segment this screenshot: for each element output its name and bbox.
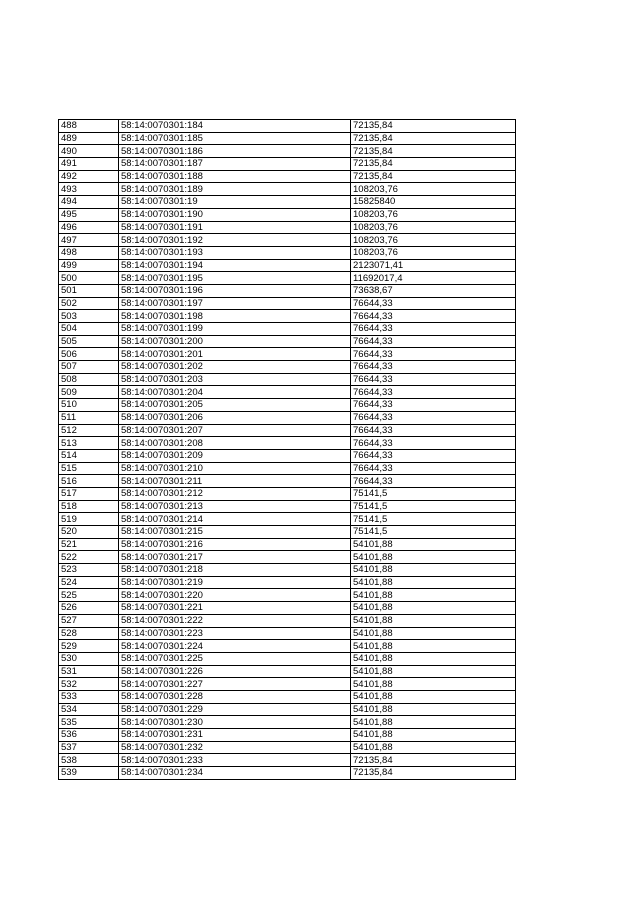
cadastral-number-cell: 58:14:0070301:225 xyxy=(119,652,351,665)
cadastral-number-cell: 58:14:0070301:185 xyxy=(119,132,351,145)
table-row xyxy=(59,741,516,754)
cadastral-number-cell: 58:14:0070301:228 xyxy=(119,690,351,703)
table-row xyxy=(59,462,516,475)
cadastral-number-cell: 58:14:0070301:216 xyxy=(119,538,351,551)
row-number-cell: 504 xyxy=(59,323,119,336)
row-number-cell: 488 xyxy=(59,120,119,133)
table-row xyxy=(59,627,516,640)
value-cell: 54101,88 xyxy=(351,652,516,665)
table-row xyxy=(59,424,516,437)
table-row xyxy=(59,703,516,716)
table-row xyxy=(59,487,516,500)
value-cell: 108203,76 xyxy=(351,221,516,234)
cadastral-number-cell: 58:14:0070301:203 xyxy=(119,373,351,386)
row-number-cell: 527 xyxy=(59,614,119,627)
table-row xyxy=(59,513,516,526)
row-number-cell: 528 xyxy=(59,627,119,640)
table-row xyxy=(59,564,516,577)
table-row xyxy=(59,602,516,615)
cadastral-number-cell: 58:14:0070301:208 xyxy=(119,437,351,450)
table-row xyxy=(59,246,516,259)
row-number-cell: 519 xyxy=(59,513,119,526)
cadastral-number-cell: 58:14:0070301:222 xyxy=(119,614,351,627)
table-row xyxy=(59,576,516,589)
row-number-cell: 538 xyxy=(59,754,119,767)
cadastral-number-cell: 58:14:0070301:224 xyxy=(119,640,351,653)
cadastral-number-cell: 58:14:0070301:229 xyxy=(119,703,351,716)
value-cell: 76644,33 xyxy=(351,310,516,323)
value-cell: 54101,88 xyxy=(351,576,516,589)
cadastral-number-cell: 58:14:0070301:205 xyxy=(119,399,351,412)
value-cell: 11692017,4 xyxy=(351,272,516,285)
value-cell: 76644,33 xyxy=(351,437,516,450)
row-number-cell: 491 xyxy=(59,158,119,171)
cadastral-number-cell: 58:14:0070301:201 xyxy=(119,348,351,361)
table-row xyxy=(59,386,516,399)
cadastral-number-cell: 58:14:0070301:231 xyxy=(119,729,351,742)
table-row xyxy=(59,297,516,310)
cadastral-number-cell: 58:14:0070301:196 xyxy=(119,284,351,297)
row-number-cell: 536 xyxy=(59,729,119,742)
table-row xyxy=(59,145,516,158)
value-cell: 108203,76 xyxy=(351,234,516,247)
value-cell: 76644,33 xyxy=(351,361,516,374)
row-number-cell: 525 xyxy=(59,589,119,602)
table-row xyxy=(59,437,516,450)
cadastral-number-cell: 58:14:0070301:233 xyxy=(119,754,351,767)
table-row xyxy=(59,196,516,209)
row-number-cell: 529 xyxy=(59,640,119,653)
value-cell: 72135,84 xyxy=(351,120,516,133)
value-cell: 76644,33 xyxy=(351,462,516,475)
value-cell: 76644,33 xyxy=(351,373,516,386)
cadastral-number-cell: 58:14:0070301:221 xyxy=(119,602,351,615)
cadastral-number-cell: 58:14:0070301:190 xyxy=(119,208,351,221)
cadastral-number-cell: 58:14:0070301:200 xyxy=(119,335,351,348)
row-number-cell: 531 xyxy=(59,665,119,678)
row-number-cell: 516 xyxy=(59,475,119,488)
row-number-cell: 513 xyxy=(59,437,119,450)
cadastral-number-cell: 58:14:0070301:234 xyxy=(119,767,351,780)
table-row xyxy=(59,399,516,412)
row-number-cell: 496 xyxy=(59,221,119,234)
table-row xyxy=(59,158,516,171)
value-cell: 75141,5 xyxy=(351,500,516,513)
row-number-cell: 505 xyxy=(59,335,119,348)
row-number-cell: 495 xyxy=(59,208,119,221)
value-cell: 72135,84 xyxy=(351,145,516,158)
row-number-cell: 514 xyxy=(59,449,119,462)
row-number-cell: 499 xyxy=(59,259,119,272)
table-row xyxy=(59,526,516,539)
table-row xyxy=(59,678,516,691)
row-number-cell: 517 xyxy=(59,487,119,500)
value-cell: 54101,88 xyxy=(351,602,516,615)
table-row xyxy=(59,361,516,374)
cadastral-number-cell: 58:14:0070301:223 xyxy=(119,627,351,640)
row-number-cell: 520 xyxy=(59,526,119,539)
table-row xyxy=(59,665,516,678)
data-table xyxy=(58,119,516,780)
table-row xyxy=(59,614,516,627)
cadastral-number-cell: 58:14:0070301:218 xyxy=(119,564,351,577)
row-number-cell: 524 xyxy=(59,576,119,589)
cadastral-number-cell: 58:14:0070301:217 xyxy=(119,551,351,564)
table-row xyxy=(59,183,516,196)
value-cell: 54101,88 xyxy=(351,640,516,653)
table-row xyxy=(59,729,516,742)
table-row xyxy=(59,335,516,348)
value-cell: 75141,5 xyxy=(351,526,516,539)
table-row xyxy=(59,538,516,551)
table-row xyxy=(59,221,516,234)
table-row xyxy=(59,500,516,513)
table-row xyxy=(59,652,516,665)
cadastral-number-cell: 58:14:0070301:19 xyxy=(119,196,351,209)
value-cell: 72135,84 xyxy=(351,767,516,780)
cadastral-number-cell: 58:14:0070301:230 xyxy=(119,716,351,729)
row-number-cell: 512 xyxy=(59,424,119,437)
cadastral-number-cell: 58:14:0070301:184 xyxy=(119,120,351,133)
cadastral-number-cell: 58:14:0070301:193 xyxy=(119,246,351,259)
value-cell: 108203,76 xyxy=(351,246,516,259)
row-number-cell: 494 xyxy=(59,196,119,209)
row-number-cell: 493 xyxy=(59,183,119,196)
value-cell: 54101,88 xyxy=(351,729,516,742)
table-row xyxy=(59,208,516,221)
value-cell: 76644,33 xyxy=(351,475,516,488)
table-row xyxy=(59,767,516,780)
table-row xyxy=(59,272,516,285)
cadastral-number-cell: 58:14:0070301:194 xyxy=(119,259,351,272)
cadastral-number-cell: 58:14:0070301:209 xyxy=(119,449,351,462)
value-cell: 72135,84 xyxy=(351,158,516,171)
cadastral-number-cell: 58:14:0070301:210 xyxy=(119,462,351,475)
row-number-cell: 497 xyxy=(59,234,119,247)
row-number-cell: 537 xyxy=(59,741,119,754)
row-number-cell: 507 xyxy=(59,361,119,374)
row-number-cell: 521 xyxy=(59,538,119,551)
value-cell: 54101,88 xyxy=(351,690,516,703)
row-number-cell: 502 xyxy=(59,297,119,310)
cadastral-number-cell: 58:14:0070301:207 xyxy=(119,424,351,437)
value-cell: 76644,33 xyxy=(351,323,516,336)
cadastral-number-cell: 58:14:0070301:226 xyxy=(119,665,351,678)
table-row xyxy=(59,640,516,653)
row-number-cell: 506 xyxy=(59,348,119,361)
value-cell: 76644,33 xyxy=(351,424,516,437)
cadastral-number-cell: 58:14:0070301:212 xyxy=(119,487,351,500)
table-row xyxy=(59,373,516,386)
value-cell: 2123071,41 xyxy=(351,259,516,272)
cadastral-number-cell: 58:14:0070301:206 xyxy=(119,411,351,424)
value-cell: 54101,88 xyxy=(351,741,516,754)
value-cell: 76644,33 xyxy=(351,386,516,399)
cadastral-number-cell: 58:14:0070301:199 xyxy=(119,323,351,336)
value-cell: 54101,88 xyxy=(351,589,516,602)
value-cell: 76644,33 xyxy=(351,449,516,462)
row-number-cell: 523 xyxy=(59,564,119,577)
table-row xyxy=(59,284,516,297)
table-row xyxy=(59,690,516,703)
cadastral-number-cell: 58:14:0070301:204 xyxy=(119,386,351,399)
value-cell: 54101,88 xyxy=(351,678,516,691)
cadastral-number-cell: 58:14:0070301:187 xyxy=(119,158,351,171)
table-row xyxy=(59,411,516,424)
cadastral-number-cell: 58:14:0070301:211 xyxy=(119,475,351,488)
row-number-cell: 522 xyxy=(59,551,119,564)
value-cell: 54101,88 xyxy=(351,665,516,678)
value-cell: 76644,33 xyxy=(351,411,516,424)
value-cell: 73638,67 xyxy=(351,284,516,297)
value-cell: 76644,33 xyxy=(351,399,516,412)
value-cell: 108203,76 xyxy=(351,183,516,196)
cadastral-number-cell: 58:14:0070301:214 xyxy=(119,513,351,526)
value-cell: 108203,76 xyxy=(351,208,516,221)
value-cell: 54101,88 xyxy=(351,564,516,577)
cadastral-number-cell: 58:14:0070301:192 xyxy=(119,234,351,247)
value-cell: 72135,84 xyxy=(351,754,516,767)
cadastral-number-cell: 58:14:0070301:232 xyxy=(119,741,351,754)
row-number-cell: 509 xyxy=(59,386,119,399)
table-row xyxy=(59,551,516,564)
table-row xyxy=(59,259,516,272)
table-row xyxy=(59,449,516,462)
value-cell: 72135,84 xyxy=(351,132,516,145)
row-number-cell: 492 xyxy=(59,170,119,183)
table-row xyxy=(59,348,516,361)
table-row xyxy=(59,234,516,247)
value-cell: 54101,88 xyxy=(351,703,516,716)
cadastral-number-cell: 58:14:0070301:186 xyxy=(119,145,351,158)
cadastral-number-cell: 58:14:0070301:220 xyxy=(119,589,351,602)
row-number-cell: 534 xyxy=(59,703,119,716)
cadastral-number-cell: 58:14:0070301:213 xyxy=(119,500,351,513)
value-cell: 76644,33 xyxy=(351,297,516,310)
row-number-cell: 526 xyxy=(59,602,119,615)
value-cell: 75141,5 xyxy=(351,487,516,500)
row-number-cell: 511 xyxy=(59,411,119,424)
table-row xyxy=(59,589,516,602)
table-body xyxy=(59,120,516,780)
row-number-cell: 510 xyxy=(59,399,119,412)
table-row xyxy=(59,120,516,133)
row-number-cell: 503 xyxy=(59,310,119,323)
row-number-cell: 498 xyxy=(59,246,119,259)
value-cell: 54101,88 xyxy=(351,614,516,627)
row-number-cell: 535 xyxy=(59,716,119,729)
row-number-cell: 539 xyxy=(59,767,119,780)
table-row xyxy=(59,170,516,183)
table-row xyxy=(59,475,516,488)
value-cell: 76644,33 xyxy=(351,348,516,361)
row-number-cell: 515 xyxy=(59,462,119,475)
row-number-cell: 533 xyxy=(59,690,119,703)
value-cell: 54101,88 xyxy=(351,538,516,551)
row-number-cell: 489 xyxy=(59,132,119,145)
row-number-cell: 500 xyxy=(59,272,119,285)
cadastral-number-cell: 58:14:0070301:189 xyxy=(119,183,351,196)
table-row xyxy=(59,323,516,336)
table-row xyxy=(59,310,516,323)
cadastral-number-cell: 58:14:0070301:198 xyxy=(119,310,351,323)
cadastral-number-cell: 58:14:0070301:227 xyxy=(119,678,351,691)
row-number-cell: 508 xyxy=(59,373,119,386)
value-cell: 76644,33 xyxy=(351,335,516,348)
row-number-cell: 490 xyxy=(59,145,119,158)
row-number-cell: 518 xyxy=(59,500,119,513)
table-row xyxy=(59,132,516,145)
row-number-cell: 530 xyxy=(59,652,119,665)
cadastral-number-cell: 58:14:0070301:215 xyxy=(119,526,351,539)
value-cell: 54101,88 xyxy=(351,551,516,564)
table-row xyxy=(59,754,516,767)
cadastral-number-cell: 58:14:0070301:202 xyxy=(119,361,351,374)
cadastral-number-cell: 58:14:0070301:195 xyxy=(119,272,351,285)
value-cell: 72135,84 xyxy=(351,170,516,183)
table-row xyxy=(59,716,516,729)
value-cell: 54101,88 xyxy=(351,627,516,640)
cadastral-number-cell: 58:14:0070301:191 xyxy=(119,221,351,234)
row-number-cell: 501 xyxy=(59,284,119,297)
cadastral-number-cell: 58:14:0070301:219 xyxy=(119,576,351,589)
value-cell: 54101,88 xyxy=(351,716,516,729)
cadastral-number-cell: 58:14:0070301:197 xyxy=(119,297,351,310)
value-cell: 15825840 xyxy=(351,196,516,209)
value-cell: 75141,5 xyxy=(351,513,516,526)
row-number-cell: 532 xyxy=(59,678,119,691)
cadastral-number-cell: 58:14:0070301:188 xyxy=(119,170,351,183)
